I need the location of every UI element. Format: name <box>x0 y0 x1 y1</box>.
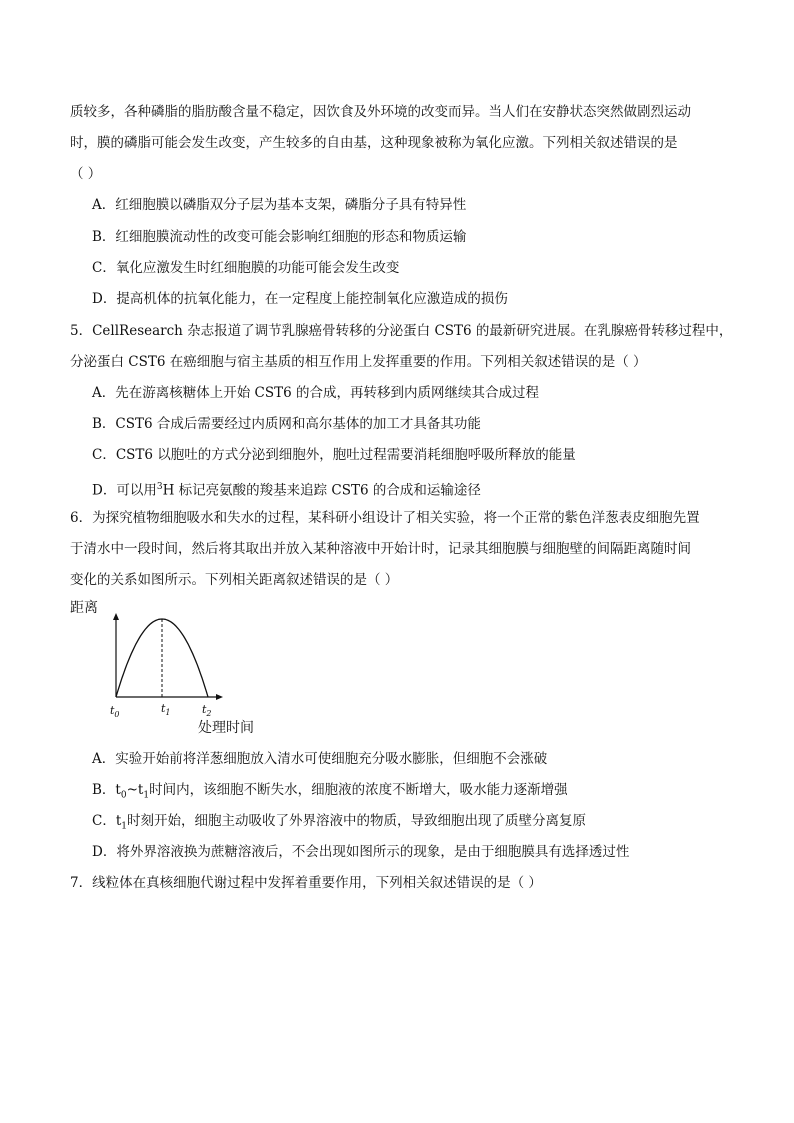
chart-xlabel: 处理时间 <box>198 720 254 736</box>
q5-option-c: C．CST6 以胞吐的方式分泌到细胞外，胞吐过程需要消耗细胞呼吸所释放的能量 <box>92 447 576 463</box>
q7-stem: 7．线粒体在真核细胞代谢过程中发挥着重要作用，下列相关叙述错误的是（ ） <box>70 875 542 891</box>
q6-option-b-post: 时间内，该细胞不断失水，细胞液的浓度不断增大，吸水能力逐渐增强 <box>149 782 568 798</box>
q4-option-a: A．红细胞膜以磷脂双分子层为基本支架，磷脂分子具有特异性 <box>92 197 467 213</box>
q4-option-d: D．提高机体的抗氧化能力，在一定程度上能控制氧化应激造成的损伤 <box>92 291 508 307</box>
x-tick-t0: $t_0$ <box>110 704 120 719</box>
q6-stem-line1: 6．为探究植物细胞吸水和失水的过程，某科研小组设计了相关实验，将一个正常的紫色洋葱表皮细胞先置 <box>70 510 700 526</box>
q6-option-d: D．将外界溶液换为蔗糖溶液后，不会出现如图所示的现象，是由于细胞膜具有选择透过性 <box>92 844 630 860</box>
q5-option-d-superscript: 3 <box>156 482 163 492</box>
distance-time-chart <box>68 597 288 739</box>
y-axis-arrow <box>113 613 119 620</box>
q6-option-c-post: 时刻开始，细胞主动吸收了外界溶液中的物质，导致细胞出现了质壁分离复原 <box>127 813 586 829</box>
q5-stem-line2: 分泌蛋白 CST6 在癌细胞与宿主基质的相互作用上发挥重要的作用。下列相关叙述错误的是（ ） <box>70 354 647 370</box>
q4-stem-line2: 时，膜的磷脂可能会发生改变，产生较多的自由基，这种现象被称为氧化应激。下列相关叙述错误的是 <box>70 135 678 151</box>
x-tick-t2: $t_2$ <box>202 703 212 718</box>
q6-stem-line2: 于清水中一段时间，然后将其取出并放入某种溶液中开始计时，记录其细胞膜与细胞壁的间隔距离随时间 <box>70 541 691 557</box>
q6-option-b-sub1: 1 <box>143 790 150 801</box>
x-axis-arrow <box>216 694 223 700</box>
q6-option-a: A．实验开始前将洋葱细胞放入清水可使细胞充分吸水膨胀，但细胞不会涨破 <box>92 751 548 767</box>
q6-option-b-pre: B．t <box>92 782 121 798</box>
q5-option-d-pre: D．可以用 <box>92 482 157 499</box>
q5-option-d-post: H 标记亮氨酸的羧基来追踪 CST6 的合成和运输途径 <box>162 482 481 499</box>
q6-option-c-sub1: 1 <box>121 821 127 832</box>
q4-option-b: B．红细胞膜流动性的改变可能会影响红细胞的形态和物质运输 <box>92 229 467 245</box>
q5-stem-line1: 5．CellResearch 杂志报道了调节乳腺癌骨转移的分泌蛋白 CST6 的最新研究进展。在乳腺癌骨转移过程中， <box>70 323 733 339</box>
q6-option-b-mid: ~t <box>126 782 144 798</box>
q5-option-d <box>92 478 481 500</box>
q4-stem-line1: 质较多，各种磷脂的脂肪酸含量不稳定，因饮食及外环境的改变而异。当人们在安静状态突然做剧烈运动 <box>70 104 691 120</box>
q6-option-c-pre: C．t <box>92 813 122 829</box>
q6-option-b <box>92 781 568 805</box>
q4-answer-blank: （ ） <box>70 166 102 182</box>
q5-option-a: A．先在游离核糖体上开始 CST6 的合成，再转移到内质网继续其合成过程 <box>92 385 540 401</box>
q4-option-c: C．氧化应激发生时红细胞膜的功能可能会发生改变 <box>92 260 400 276</box>
q6-option-b-sub0: 0 <box>120 790 127 801</box>
chart-ylabel: 距离 <box>70 600 98 616</box>
q5-option-b: B．CST6 合成后需要经过内质网和高尔基体的加工才具备其功能 <box>92 416 481 432</box>
q6-option-c <box>92 812 586 836</box>
q6-stem-line3: 变化的关系如图所示。下列相关距离叙述错误的是（ ） <box>70 572 399 588</box>
x-tick-t1: $t_1$ <box>161 702 171 717</box>
